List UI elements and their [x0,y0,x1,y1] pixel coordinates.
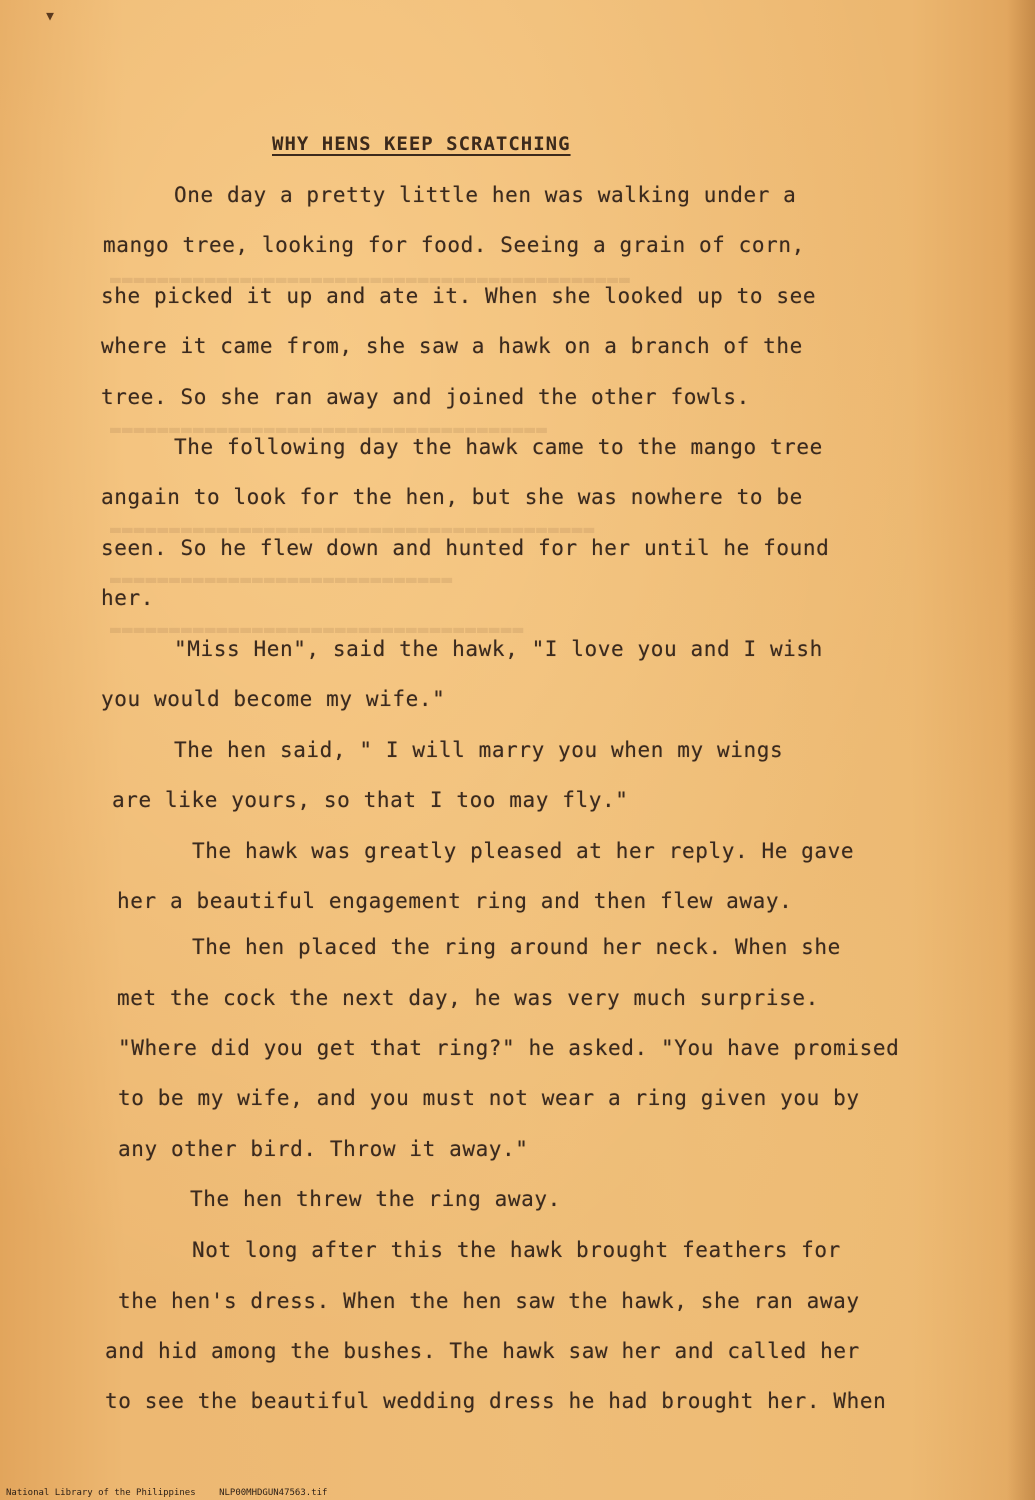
text-line: are like yours, so that I too may fly." [112,788,629,812]
scan-footer [6,1488,327,1498]
text-line: you would become my wife." [101,687,446,711]
text-line: met the cock the next day, he was very much surprise. [117,986,819,1010]
text-line: seen. So he flew down and hunted for her until he found [101,536,830,560]
text-line: any other bird. Throw it away." [118,1137,529,1161]
file-name: NLP00MHDGUN47563.tif [219,1488,328,1498]
bleed-through-text: ▬▬▬▬▬▬▬▬▬▬▬▬▬▬▬▬▬▬▬▬▬▬▬▬▬▬▬▬▬▬▬▬▬▬▬▬▬▬▬▬▬▬▬▬ ▬▬▬▬▬▬▬▬▬▬▬▬▬▬▬▬▬▬▬▬▬▬▬▬▬▬▬▬▬▬▬▬▬▬▬▬▬ ▬▬▬▬▬▬▬▬▬▬▬▬▬▬▬▬▬▬▬▬▬▬▬▬▬▬▬▬▬▬▬▬▬▬▬▬▬▬▬▬▬ ▬▬▬▬▬▬▬▬▬▬▬▬▬▬▬▬▬▬▬▬▬▬▬▬▬▬▬▬▬ ▬▬▬▬▬▬▬▬▬▬▬▬▬▬▬▬▬▬▬▬▬▬▬▬▬▬▬▬▬▬▬▬▬▬▬ [110,269,631,640]
text-line: "Where did you get that ring?" he asked. "You have promised [118,1036,900,1060]
text-line: she picked it up and ate it. When she looked up to see [101,284,817,308]
page-edge-shadow [1007,0,1035,1500]
text-line: to see the beautiful wedding dress he had brought her. When [105,1389,887,1413]
text-line: "Miss Hen", said the hawk, "I love you and I wish [174,637,823,661]
text-line: Not long after this the hawk brought feathers for [192,1238,841,1262]
text-line: her. [101,586,154,610]
text-line: to be my wife, and you must not wear a ring given you by [118,1086,860,1110]
corner-mark-icon: ▾ [44,3,57,27]
text-line: The following day the hawk came to the mango tree [174,435,823,459]
text-line: angain to look for the hen, but she was nowhere to be [101,485,803,509]
text-line: The hawk was greatly pleased at her reply. He gave [192,839,855,863]
text-line: and hid among the bushes. The hawk saw her and called her [105,1339,860,1363]
text-line: where it came from, she saw a hawk on a branch of the [101,334,803,358]
text-line: tree. So she ran away and joined the other fowls. [101,385,750,409]
text-line: the hen's dress. When the hen saw the hawk, she ran away [118,1289,860,1313]
text-line: The hen placed the ring around her neck. When she [192,935,841,959]
text-line: The hen threw the ring away. [190,1187,561,1211]
text-line: One day a pretty little hen was walking under a [174,183,797,207]
library-credit: National Library of the Philippines [6,1488,196,1498]
story-title: WHY HENS KEEP SCRATCHING [272,133,571,155]
text-line: mango tree, looking for food. Seeing a grain of corn, [103,233,805,257]
text-line: her a beautiful engagement ring and then flew away. [117,889,793,913]
text-line: The hen said, " I will marry you when my wings [174,738,784,762]
